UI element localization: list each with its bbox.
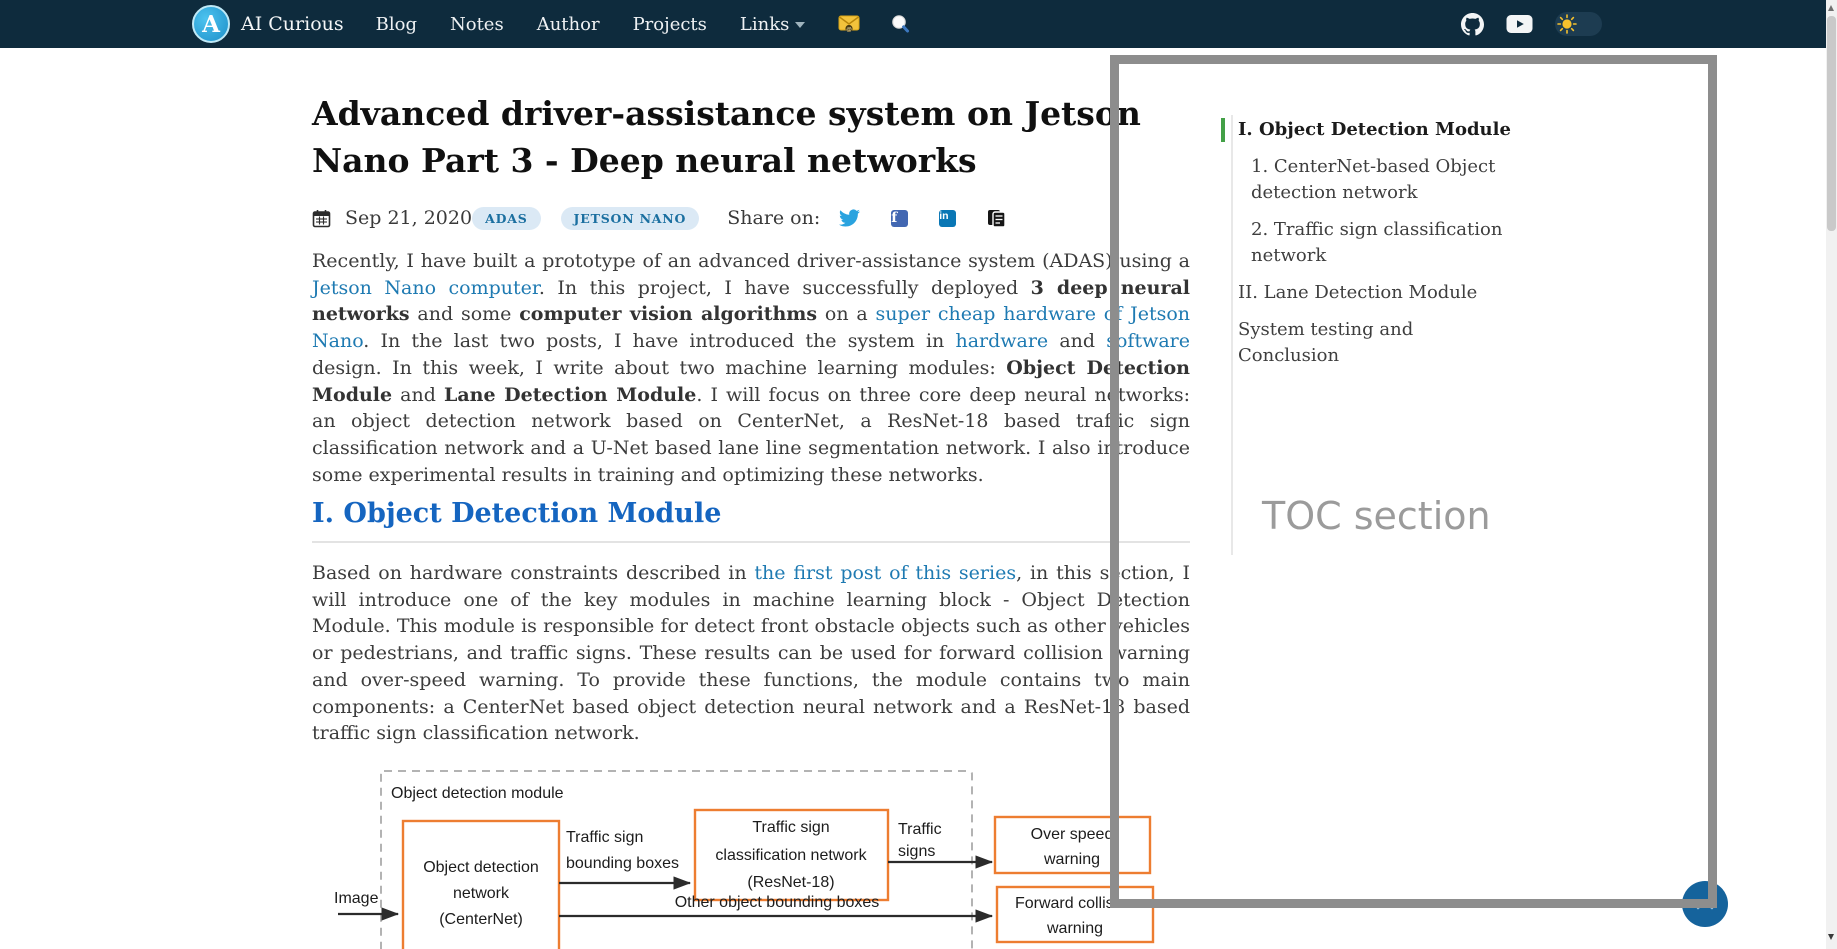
toc-sidebar bbox=[1231, 115, 1516, 555]
body-text: Based on hardware constraints described in bbox=[312, 562, 755, 584]
toc-item-object-detection[interactable]: I. Object Detection Module bbox=[1238, 119, 1511, 140]
share-label: Share on: bbox=[727, 207, 821, 229]
diagram-container-label: Object detection module bbox=[391, 785, 564, 802]
diagram-edge1-line2: bounding boxes bbox=[566, 855, 679, 872]
facebook-share-icon[interactable]: f bbox=[891, 210, 908, 227]
diagram-input-label: Image bbox=[334, 890, 379, 907]
article-meta bbox=[312, 203, 1006, 233]
heading-divider bbox=[312, 541, 1190, 543]
object-detection-module-diagram bbox=[330, 756, 1190, 949]
mail-icon[interactable] bbox=[838, 15, 860, 33]
annotation-label: TOC section bbox=[1262, 494, 1491, 538]
linkedin-share-icon[interactable]: in bbox=[939, 210, 956, 227]
inline-link[interactable]: the first post of this series bbox=[754, 562, 1017, 584]
diagram-node-centernet-line1: Object detection bbox=[423, 859, 539, 876]
body-text: Recently, I have built a prototype of an advanced driver-assistance system (ADAS) using a bbox=[312, 250, 1190, 272]
diagram-edge3-label: Other object bounding boxes bbox=[674, 894, 880, 911]
bold-text: Object Detection Module bbox=[312, 356, 1190, 406]
theme-toggle[interactable] bbox=[1555, 12, 1602, 36]
brand-home-link[interactable] bbox=[192, 5, 344, 43]
diagram-node-collision-line1: Forward collision bbox=[1014, 895, 1136, 912]
nav-item-notes[interactable]: Notes bbox=[449, 13, 504, 35]
scrollbar-up-arrow[interactable] bbox=[1828, 5, 1834, 11]
section-heading-object-detection[interactable]: I. Object Detection Module bbox=[312, 498, 722, 529]
youtube-icon[interactable] bbox=[1506, 14, 1533, 34]
inline-link[interactable]: super cheap hardware of Jetson Nano bbox=[312, 303, 1191, 353]
chevron-down-icon bbox=[795, 22, 805, 28]
bold-text: Lane Detection Module bbox=[443, 383, 697, 406]
article-paragraph-1 bbox=[312, 248, 1190, 488]
nav-quick-icons bbox=[838, 14, 910, 34]
inline-link[interactable]: software bbox=[1106, 330, 1190, 353]
calendar-icon bbox=[312, 209, 331, 228]
scroll-to-top-button[interactable] bbox=[1682, 881, 1728, 927]
body-text: design. In this week, I write about two machine learning modules: bbox=[312, 356, 1007, 379]
diagram-node-resnet-line3: (ResNet-18) bbox=[747, 874, 835, 891]
top-navbar bbox=[0, 0, 1837, 48]
diagram-edge2-line2: signs bbox=[898, 843, 936, 860]
body-text: and some bbox=[409, 303, 520, 326]
toc-active-indicator bbox=[1221, 118, 1225, 142]
diagram-node-centernet-line3: (CenterNet) bbox=[439, 911, 523, 928]
body-text: , in this section, I will introduce one of the key modules in machine learning block - Object Detection Module. This module is responsible for detect front obstacle objects such as other vehicles or pedestrians, and traffic signs. These results can be used for forward collision warning and over-speed warning. To provide these functions, the module contains two main components: a CenterNet based object detection neural network and a ResNet-18 based traffic sign classification network. bbox=[312, 562, 1190, 745]
search-icon[interactable] bbox=[890, 14, 910, 34]
diagram-edge2-line1: Traffic bbox=[898, 821, 942, 838]
diagram-node-overspeed-line1: Over speed bbox=[1030, 826, 1114, 843]
brand-title: AI Curious bbox=[241, 13, 344, 35]
site-logo-icon: A bbox=[192, 5, 230, 43]
body-text: . In the last two posts, I have introduced the system in bbox=[363, 330, 956, 353]
nav-right-icons bbox=[1461, 0, 1602, 48]
diagram-node-centernet-line2: network bbox=[452, 885, 510, 902]
nav-item-projects[interactable]: Projects bbox=[632, 13, 707, 35]
bold-text: computer vision algorithms bbox=[519, 303, 818, 326]
nav-item-blog[interactable]: Blog bbox=[375, 13, 417, 35]
inline-link[interactable]: Jetson Nano computer bbox=[312, 276, 539, 299]
page-title: Advanced driver-assistance system on Jetson Nano Part 3 - Deep neural networks bbox=[312, 94, 1141, 180]
scrollbar-down-arrow[interactable] bbox=[1828, 934, 1834, 940]
inline-link[interactable]: hardware bbox=[955, 330, 1049, 353]
tag-jetson-nano[interactable]: JETSON NANO bbox=[561, 207, 700, 230]
body-text: . I will focus on three core deep neural networks: an object detection network based on CenterNet, a ResNet-18 based traffic sign classification network and a U-Net based lane line segmentation network. I also introduce some experimental results in training and optimizing these networks. bbox=[312, 383, 1190, 486]
article-paragraph-2 bbox=[312, 560, 1190, 747]
toc-item-centernet[interactable]: 1. CenterNet-based Object detection network bbox=[1251, 156, 1496, 203]
twitter-share-icon[interactable] bbox=[839, 209, 860, 227]
copy-link-icon[interactable] bbox=[987, 209, 1006, 228]
toc-item-traffic-sign[interactable]: 2. Traffic sign classification network bbox=[1251, 219, 1503, 266]
toc-item-system-testing[interactable]: System testing and Conclusion bbox=[1238, 319, 1414, 366]
nav-item-author[interactable]: Author bbox=[536, 13, 600, 35]
toc-item-lane-detection[interactable]: II. Lane Detection Module bbox=[1238, 282, 1478, 303]
page-scrollbar[interactable] bbox=[1826, 0, 1837, 949]
github-icon[interactable] bbox=[1461, 13, 1484, 36]
diagram-node-resnet-line2: classification network bbox=[715, 847, 867, 864]
bold-text: 3 deep neural networks bbox=[312, 276, 1190, 326]
share-icons bbox=[839, 209, 1006, 228]
diagram-node-resnet-line1: Traffic sign bbox=[752, 819, 830, 836]
diagram-edge1-line1: Traffic sign bbox=[566, 829, 644, 846]
scrollbar-thumb[interactable] bbox=[1827, 16, 1836, 231]
body-text: and bbox=[392, 383, 444, 406]
diagram-node-overspeed-line2: warning bbox=[1043, 851, 1101, 868]
tag-adas[interactable]: ADAS bbox=[472, 207, 540, 230]
svg-text:@: @ bbox=[846, 27, 853, 33]
body-text: . In this project, I have successfully deployed bbox=[538, 276, 1031, 299]
sun-icon bbox=[1557, 14, 1577, 34]
chevron-up-icon bbox=[1696, 898, 1714, 910]
body-text: on a bbox=[817, 303, 876, 326]
publish-date: Sep 21, 2020 bbox=[345, 207, 473, 229]
main-nav bbox=[376, 14, 806, 35]
nav-item-links[interactable]: Links bbox=[740, 14, 805, 35]
diagram-node-collision-line2: warning bbox=[1046, 920, 1104, 937]
body-text: and bbox=[1048, 330, 1107, 353]
